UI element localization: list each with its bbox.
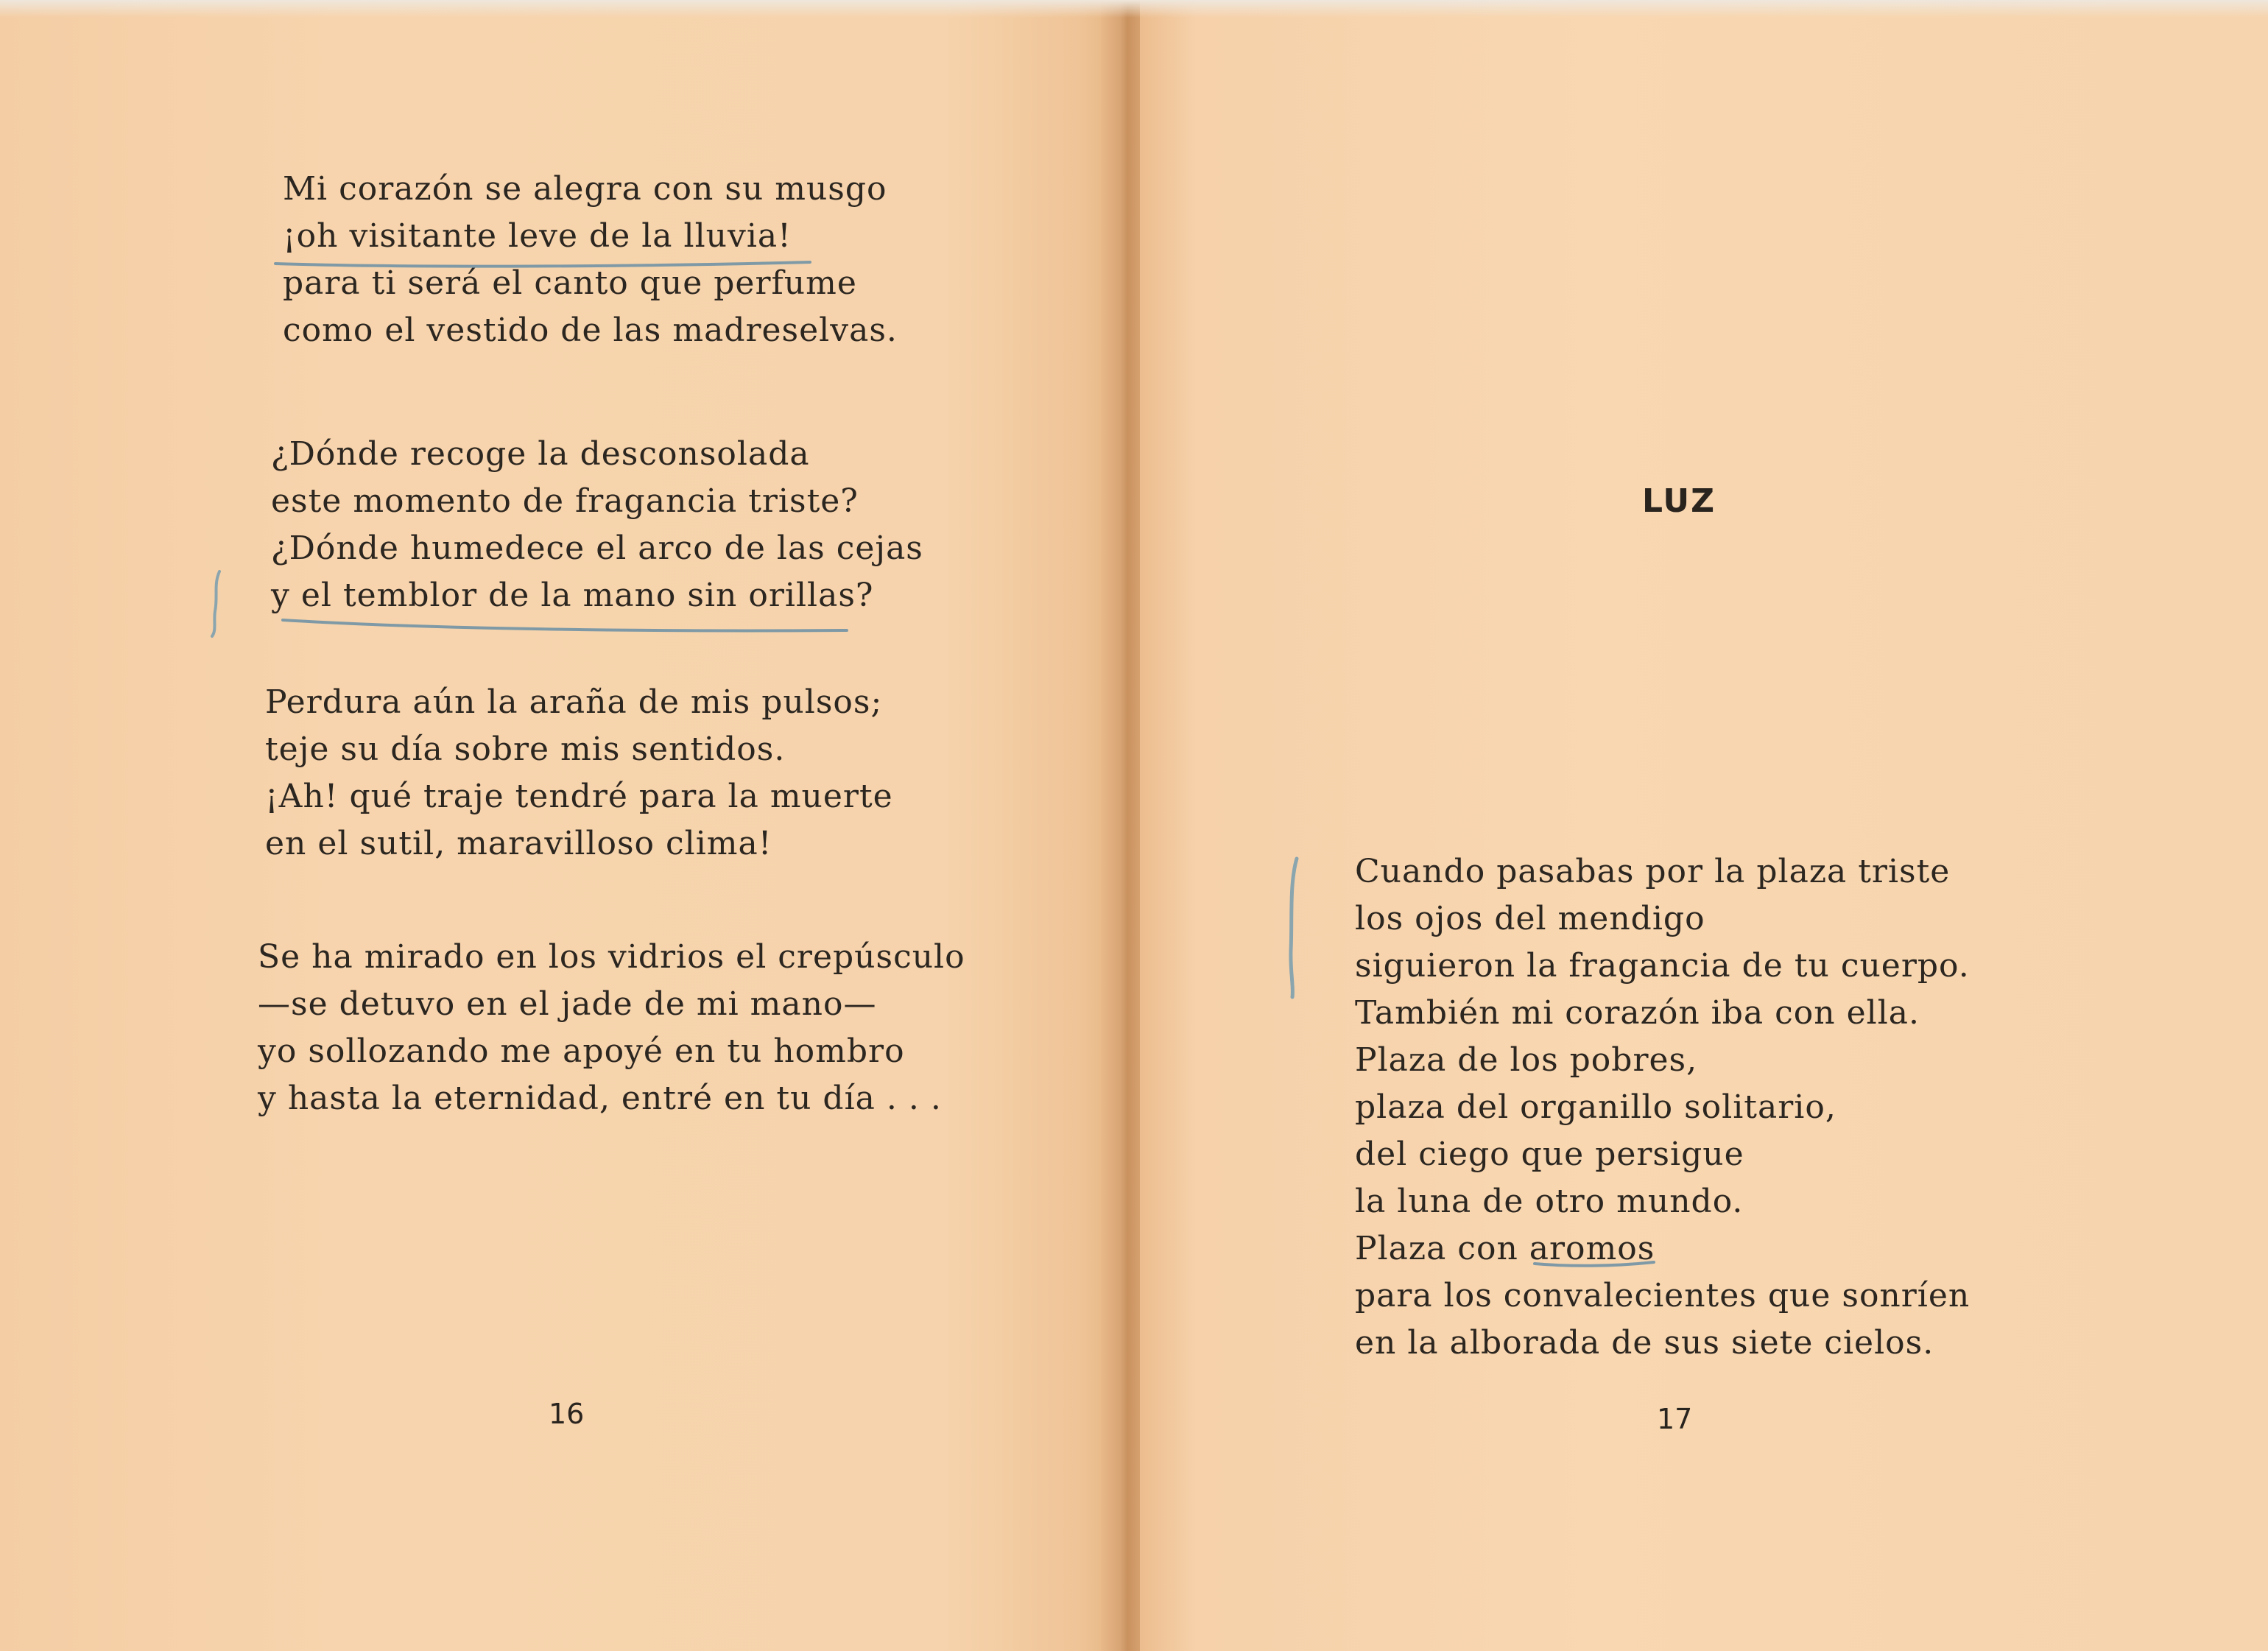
stanza-luz — [1355, 848, 2003, 1367]
poem-line: ¿Dónde humedece el arco de las cejas — [271, 529, 923, 567]
poem-line: del ciego que persigue — [1355, 1136, 1744, 1173]
poem-line: Cuando pasabas por la plaza triste — [1355, 853, 1951, 890]
poem-line: este momento de fragancia triste? — [271, 482, 859, 520]
poem-title: LUZ — [1641, 482, 1716, 520]
poem-line: en la alborada de sus siete cielos. — [1355, 1324, 1934, 1362]
poem-line: y el temblor de la mano sin orillas? — [271, 577, 874, 614]
poem-line: para los convalecientes que sonríen — [1355, 1277, 1971, 1314]
poem-line: Mi corazón se alegra con su musgo — [283, 170, 887, 208]
page-top-edge — [0, 0, 2268, 18]
poem-line: ¿Dónde recoge la desconsolada — [271, 435, 810, 473]
poem-line: Plaza de los pobres, — [1355, 1041, 1698, 1079]
poem-line: Perdura aún la araña de mis pulsos; — [265, 683, 883, 721]
poem-line: Se ha mirado en los vidrios el crepúsculo — [258, 938, 965, 976]
right-page — [1140, 0, 2268, 1651]
page-number: 17 — [1657, 1403, 1693, 1435]
poem-line: ¡oh visitante leve de la lluvia! — [283, 217, 792, 255]
margin-mark-annotation — [203, 567, 233, 641]
poem-line: —se detuvo en el jade de mi mano— — [258, 985, 877, 1023]
poem-line: siguieron la fragancia de tu cuerpo. — [1355, 947, 1970, 985]
poem-line: También mi corazón iba con ella. — [1355, 994, 1920, 1032]
left-page — [0, 0, 1112, 1651]
poem-line: como el vestido de las madreselvas. — [283, 311, 898, 349]
poem-line: plaza del organillo solitario, — [1355, 1088, 1836, 1126]
poem-line: la luna de otro mundo. — [1355, 1183, 1744, 1220]
page-number: 16 — [549, 1398, 585, 1430]
stanza-2 — [271, 431, 923, 619]
poem-line: para ti será el canto que perfume — [283, 264, 857, 302]
stanza-3 — [265, 679, 893, 867]
stanza-4 — [258, 934, 965, 1122]
poem-line: y hasta la eternidad, entré en tu día . . . — [258, 1080, 942, 1117]
poem-line: yo sollozando me apoyé en tu hombro — [258, 1032, 905, 1070]
poem-line: teje su día sobre mis sentidos. — [265, 731, 786, 768]
stanza-1 — [283, 166, 898, 354]
poem-line: Plaza con aromos — [1355, 1230, 1655, 1267]
poem-line: los ojos del mendigo — [1355, 900, 1705, 937]
poem-line: ¡Ah! qué traje tendré para la muerte — [265, 778, 893, 815]
poem-line: en el sutil, maravilloso clima! — [265, 825, 772, 862]
